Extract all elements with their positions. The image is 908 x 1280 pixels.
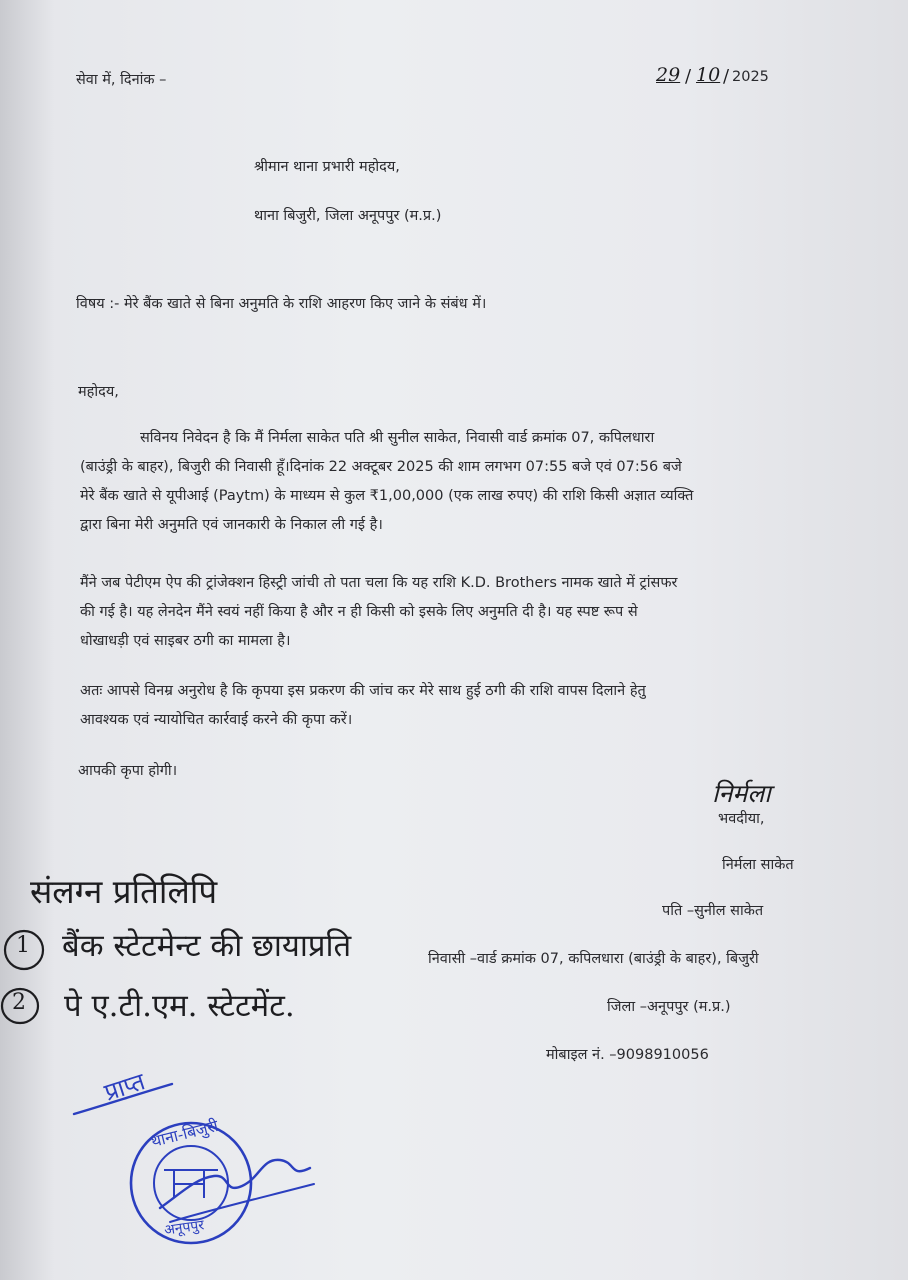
stamp-text-top: थाना-बिजुरी [148, 1115, 221, 1152]
closing-line: आपकी कृपा होगी। [78, 763, 178, 779]
para1-line: सविनय निवेदन है कि मैं निर्मला साकेत पति श्री सुनील साकेत, निवासी वार्ड क्रमांक 07, कपिलधारा [140, 430, 655, 446]
para1-line: द्वारा बिना मेरी अनुमति एवं जानकारी के निकाल ली गई है। [80, 517, 383, 533]
date-slash: / [685, 66, 692, 87]
enclosure-item2: पे ए.टी.एम. स्टेटमेंट. [64, 988, 295, 1024]
para1-line: मेरे बैंक खाते से यूपीआई (Paytm) के माध्यम से कुल ₹1,00,000 (एक लाख रुपए) की राशि किसी अज्ञात व्यक्ति [80, 488, 694, 504]
sender-mobile: मोबाइल नं. –9098910056 [546, 1047, 709, 1063]
sender-address: निवासी –वार्ड क्रमांक 07, कपिलधारा (बाउंड्री के बाहर), बिजुरी [428, 951, 759, 967]
enclosure-item1: बैंक स्टेटमेन्ट की छायाप्रति [62, 928, 352, 964]
greeting: महोदय, [78, 384, 119, 400]
yours-faithfully: भवदीया, [718, 811, 765, 827]
date-day: 29 [656, 64, 681, 86]
para2-line: मैंने जब पेटीएम ऐप की ट्रांजेक्शन हिस्ट्री जांची तो पता चला कि यह राशि K.D. Brothers नामक खाते में ट्रांसफर [80, 575, 678, 591]
stamp-signature-scribble-icon [150, 1138, 320, 1228]
body-paragraph-3 [80, 677, 840, 735]
subject-line: विषय :- मेरे बैंक खाते से बिना अनुमति के राशि आहरण किए जाने के संबंध में। [76, 296, 487, 312]
received-initial: प्राप्त [100, 1067, 149, 1107]
recipient-line1: श्रीमान थाना प्रभारी महोदय, [254, 159, 400, 175]
body-paragraph-1 [80, 424, 840, 540]
handwritten-date [656, 64, 796, 90]
stamp-text-bottom: अनूपपुर [163, 1217, 206, 1239]
date-year: 2025 [732, 69, 769, 85]
para2-line: धोखाधड़ी एवं साइबर ठगी का मामला है। [80, 633, 291, 649]
recipient-line2: थाना बिजुरी, जिला अनूपपुर (म.प्र.) [254, 208, 442, 224]
para1-line: (बाउंड्री के बाहर), बिजुरी की निवासी हूँ।दिनांक 22 अक्टूबर 2025 की शाम लगभग 07:55 बजे एवं 07:56 बजे [80, 459, 682, 475]
enclosure-item2-number: 2 [12, 990, 26, 1015]
sender-husband: पति –सुनील साकेत [662, 903, 764, 919]
date-month: 10 [696, 64, 721, 86]
sender-district: जिला –अनूपपुर (म.प्र.) [607, 999, 731, 1015]
received-stroke-icon [68, 1080, 178, 1120]
para2-line: की गई है। यह लेनदेन मैंने स्वयं नहीं किया है और न ही किसी को इसके लिए अनुमति दी है। यह स्पष्ट रूप से [80, 604, 638, 620]
enclosure-heading: संलग्न प्रतिलिपि [30, 872, 218, 911]
body-paragraph-2 [80, 569, 840, 656]
sender-name: निर्मला साकेत [722, 857, 794, 873]
date-slash-2: / [723, 66, 730, 87]
para3-line: अतः आपसे विनम्र अनुरोध है कि कृपया इस प्रकरण की जांच कर मेरे साथ हुई ठगी की राशि वापस दिलाने हेतु [80, 683, 646, 699]
salutation-top: सेवा में, दिनांक – [76, 72, 167, 88]
para3-line: आवश्यक एवं न्यायोचित कार्रवाई करने की कृपा करें। [80, 712, 353, 728]
signature: निर्मला [712, 779, 771, 808]
enclosure-item1-number: 1 [16, 933, 30, 958]
